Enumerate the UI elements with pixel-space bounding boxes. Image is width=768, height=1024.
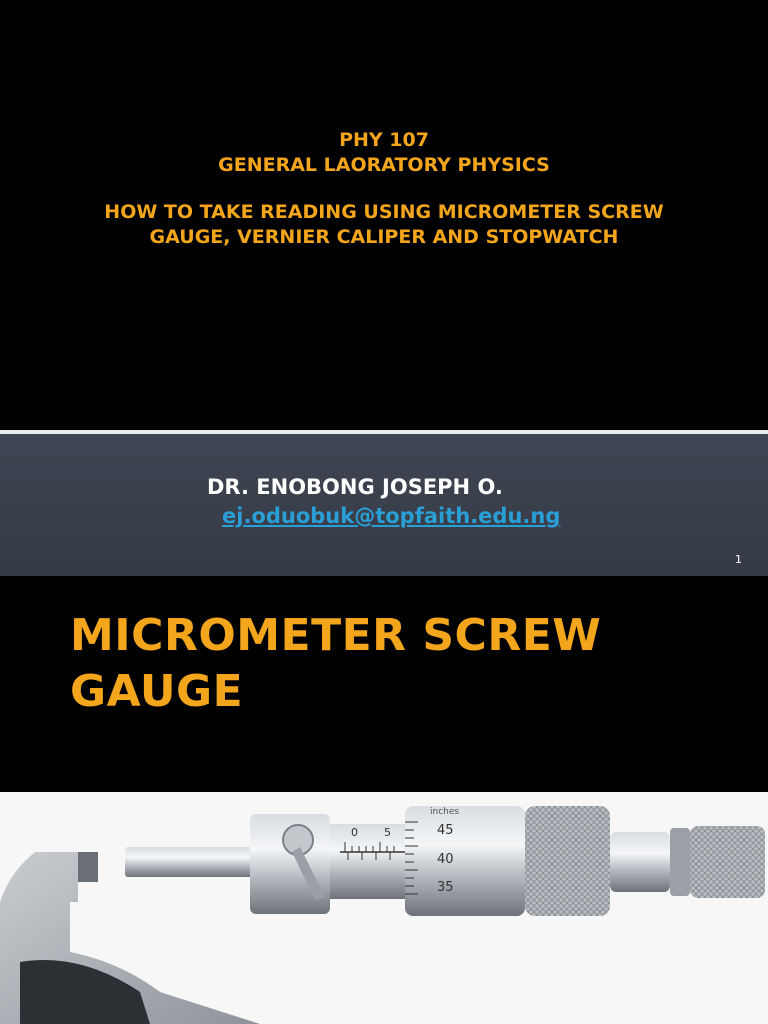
- spindle: [125, 847, 255, 877]
- slide-2-title: [70, 608, 601, 720]
- topic-line-2: GAUGE, VERNIER CALIPER AND STOPWATCH: [149, 226, 619, 248]
- slide-2-title-line-1: MICROMETER SCREW: [70, 610, 602, 661]
- frame-dark-face: [20, 960, 150, 1024]
- thimble-label-35: 35: [437, 880, 454, 895]
- frame-text: inches: [430, 807, 460, 817]
- thimble-label-40: 40: [437, 852, 454, 867]
- slide-1-title: [0, 128, 768, 250]
- micrometer-photo: [0, 792, 768, 1024]
- knurled-grip: [525, 806, 610, 916]
- micrometer-illustration: [0, 792, 768, 1024]
- ratchet-neck: [670, 828, 690, 896]
- topic-line-1: HOW TO TAKE READING USING MICROMETER SCREW: [104, 201, 664, 223]
- email-link[interactable]: ej.oduobuk@topfaith.edu.ng: [222, 504, 561, 528]
- course-code: PHY 107: [339, 129, 429, 151]
- page-number: 1: [735, 553, 742, 566]
- author-name: DR. ENOBONG JOSEPH O.: [207, 475, 503, 499]
- course-title: GENERAL LAORATORY PHYSICS: [218, 154, 550, 176]
- thimble: [405, 806, 525, 916]
- sleeve-label-0: 0: [351, 826, 358, 839]
- sleeve-label-5: 5: [384, 826, 391, 839]
- ratchet-knob: [690, 826, 765, 898]
- thimble-label-45: 45: [437, 823, 454, 838]
- anvil: [78, 852, 98, 882]
- ratchet-collar: [610, 832, 670, 892]
- slide-2-title-line-2: GAUGE: [70, 666, 244, 717]
